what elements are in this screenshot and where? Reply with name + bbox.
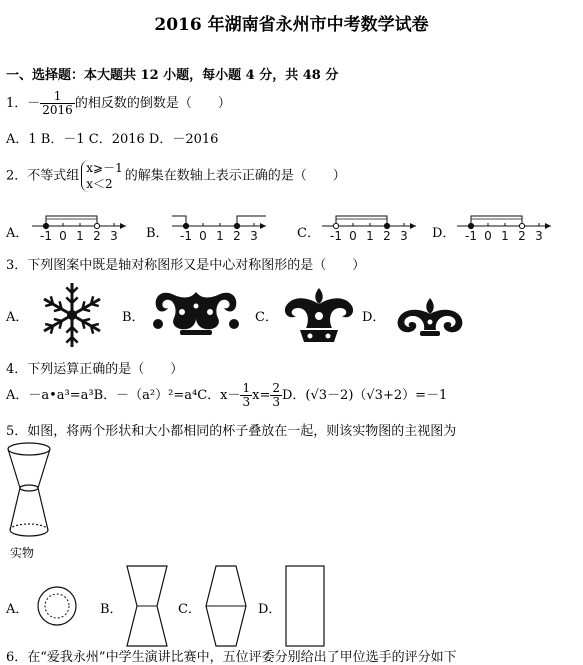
- ornament-pattern-d-image: [390, 294, 470, 338]
- tick-label: 0: [199, 229, 207, 243]
- inequality-system: [81, 160, 122, 192]
- endpoint-left: [468, 223, 473, 228]
- page-title: 2016 年湖南省永州市中考数学试卷: [154, 15, 429, 35]
- endpoint-left: [43, 223, 48, 228]
- inequality-2: x＜2: [86, 177, 113, 191]
- q3-label-d: D．: [362, 310, 386, 325]
- endpoint-right: [519, 223, 524, 228]
- endpoint-right: [94, 223, 99, 228]
- q1-numerator: 1: [40, 90, 75, 104]
- q5-label-c: C．: [178, 602, 201, 617]
- q3-label-a: A．: [6, 310, 29, 325]
- object-label: 实物: [10, 546, 35, 560]
- number-line-b: [172, 216, 266, 243]
- number-line-a: [32, 216, 126, 243]
- q4-fraction-2: [270, 382, 282, 409]
- snowflake-pattern-image: [34, 280, 110, 350]
- number-line-c: [322, 216, 416, 243]
- circle-view-option-a-image: [36, 580, 78, 632]
- q4-frac1-num: 1: [242, 381, 251, 395]
- section-heading: 一、选择题：本大题共 12 小题，每小题 4 分，共 48 分: [6, 68, 339, 83]
- tick-label: 1: [76, 229, 84, 243]
- tick-label: -1: [330, 229, 342, 243]
- number-line-d: [457, 216, 551, 243]
- q1-prefix: 1．－: [6, 96, 41, 111]
- stacked-cups-object-image: [4, 440, 54, 546]
- ornament-pattern-b-image: [150, 288, 242, 338]
- q1-fraction: [40, 90, 75, 117]
- q2-stem: 的解集在数轴上表示正确的是（ ）: [124, 168, 346, 184]
- q4-stem: 4．下列运算正确的是（ ）: [6, 362, 184, 377]
- rectangle-view-option-d-image: [284, 564, 328, 648]
- solution-bracket: [46, 216, 97, 226]
- axis-arrow: [120, 223, 126, 229]
- axis-arrow: [260, 223, 266, 229]
- q2-label-c: C．: [297, 226, 320, 241]
- q6-stem: 6．在“爱我永州”中学生演讲比赛中，五位评委分别给出了甲位选手的评分如下: [6, 650, 457, 665]
- q3-label-c: C．: [255, 310, 278, 325]
- tick-label: -1: [40, 229, 52, 243]
- q4-options-ab: A．－a•a³=a³B．－（a²）²=a⁴C．x－: [6, 388, 241, 403]
- tick-label: 0: [484, 229, 492, 243]
- tick-label: 2: [518, 229, 526, 243]
- q1-stem: 的相反数的倒数是（ ）: [74, 96, 231, 111]
- q5-label-b: B．: [100, 602, 123, 617]
- tick-label: -1: [465, 229, 477, 243]
- solution-bracket: [471, 216, 522, 226]
- tick-label: 2: [233, 229, 241, 243]
- q1-options: A．1 B．－1 C．2016 D．－2016: [6, 132, 219, 147]
- q4-frac1-den: 3: [242, 395, 251, 409]
- axis-arrow: [410, 223, 416, 229]
- axis-arrow: [545, 223, 551, 229]
- number-line-options: [0, 206, 583, 248]
- q3-stem: 3．下列图案中既是轴对称图形又是中心对称图形的是（ ）: [6, 258, 366, 273]
- tick-label: 2: [93, 229, 101, 243]
- q2-prefix: 2．不等式组: [6, 168, 80, 184]
- endpoint-left: [183, 223, 188, 228]
- q4-c-mid: x=: [252, 388, 271, 403]
- tick-label: 2: [383, 229, 391, 243]
- question-2: [6, 160, 346, 192]
- hourglass-view-option-b-image: [124, 564, 170, 648]
- q4-fraction-1: [240, 382, 252, 409]
- q5-label-d: D．: [258, 602, 282, 617]
- q2-label-b: B．: [146, 226, 169, 241]
- q3-label-b: B．: [122, 310, 145, 325]
- solution-bracket: [336, 216, 387, 226]
- q2-label-a: A．: [6, 226, 29, 241]
- tick-label: 3: [250, 229, 258, 243]
- endpoint-right: [384, 223, 389, 228]
- q2-label-d: D．: [432, 226, 456, 241]
- endpoint-right: [234, 223, 239, 228]
- tick-label: 3: [400, 229, 408, 243]
- tick-label: 1: [501, 229, 509, 243]
- q5-stem: 5．如图，将两个形状和大小都相同的杯子叠放在一起，则该实物图的主视图为: [6, 424, 457, 439]
- question-1: [6, 90, 231, 117]
- endpoint-left: [333, 223, 338, 228]
- inequality-1: x⩾－1: [86, 161, 123, 175]
- tick-label: 0: [349, 229, 357, 243]
- tick-label: 3: [110, 229, 118, 243]
- q4-frac2-num: 2: [272, 381, 280, 395]
- q4-options: [6, 382, 447, 409]
- tick-label: 0: [59, 229, 67, 243]
- q5-label-a: A．: [6, 602, 29, 617]
- ornament-pattern-c-image: [280, 286, 358, 344]
- q4-frac2-den: 3: [272, 395, 280, 409]
- tick-label: 3: [535, 229, 543, 243]
- tick-label: 1: [216, 229, 224, 243]
- q4-option-d: D．(√3－2)（√3+2）=－1: [282, 388, 448, 403]
- tick-label: -1: [180, 229, 192, 243]
- tick-label: 1: [366, 229, 374, 243]
- q1-denominator: 2016: [42, 103, 73, 117]
- hexagon-view-option-c-image: [203, 564, 249, 648]
